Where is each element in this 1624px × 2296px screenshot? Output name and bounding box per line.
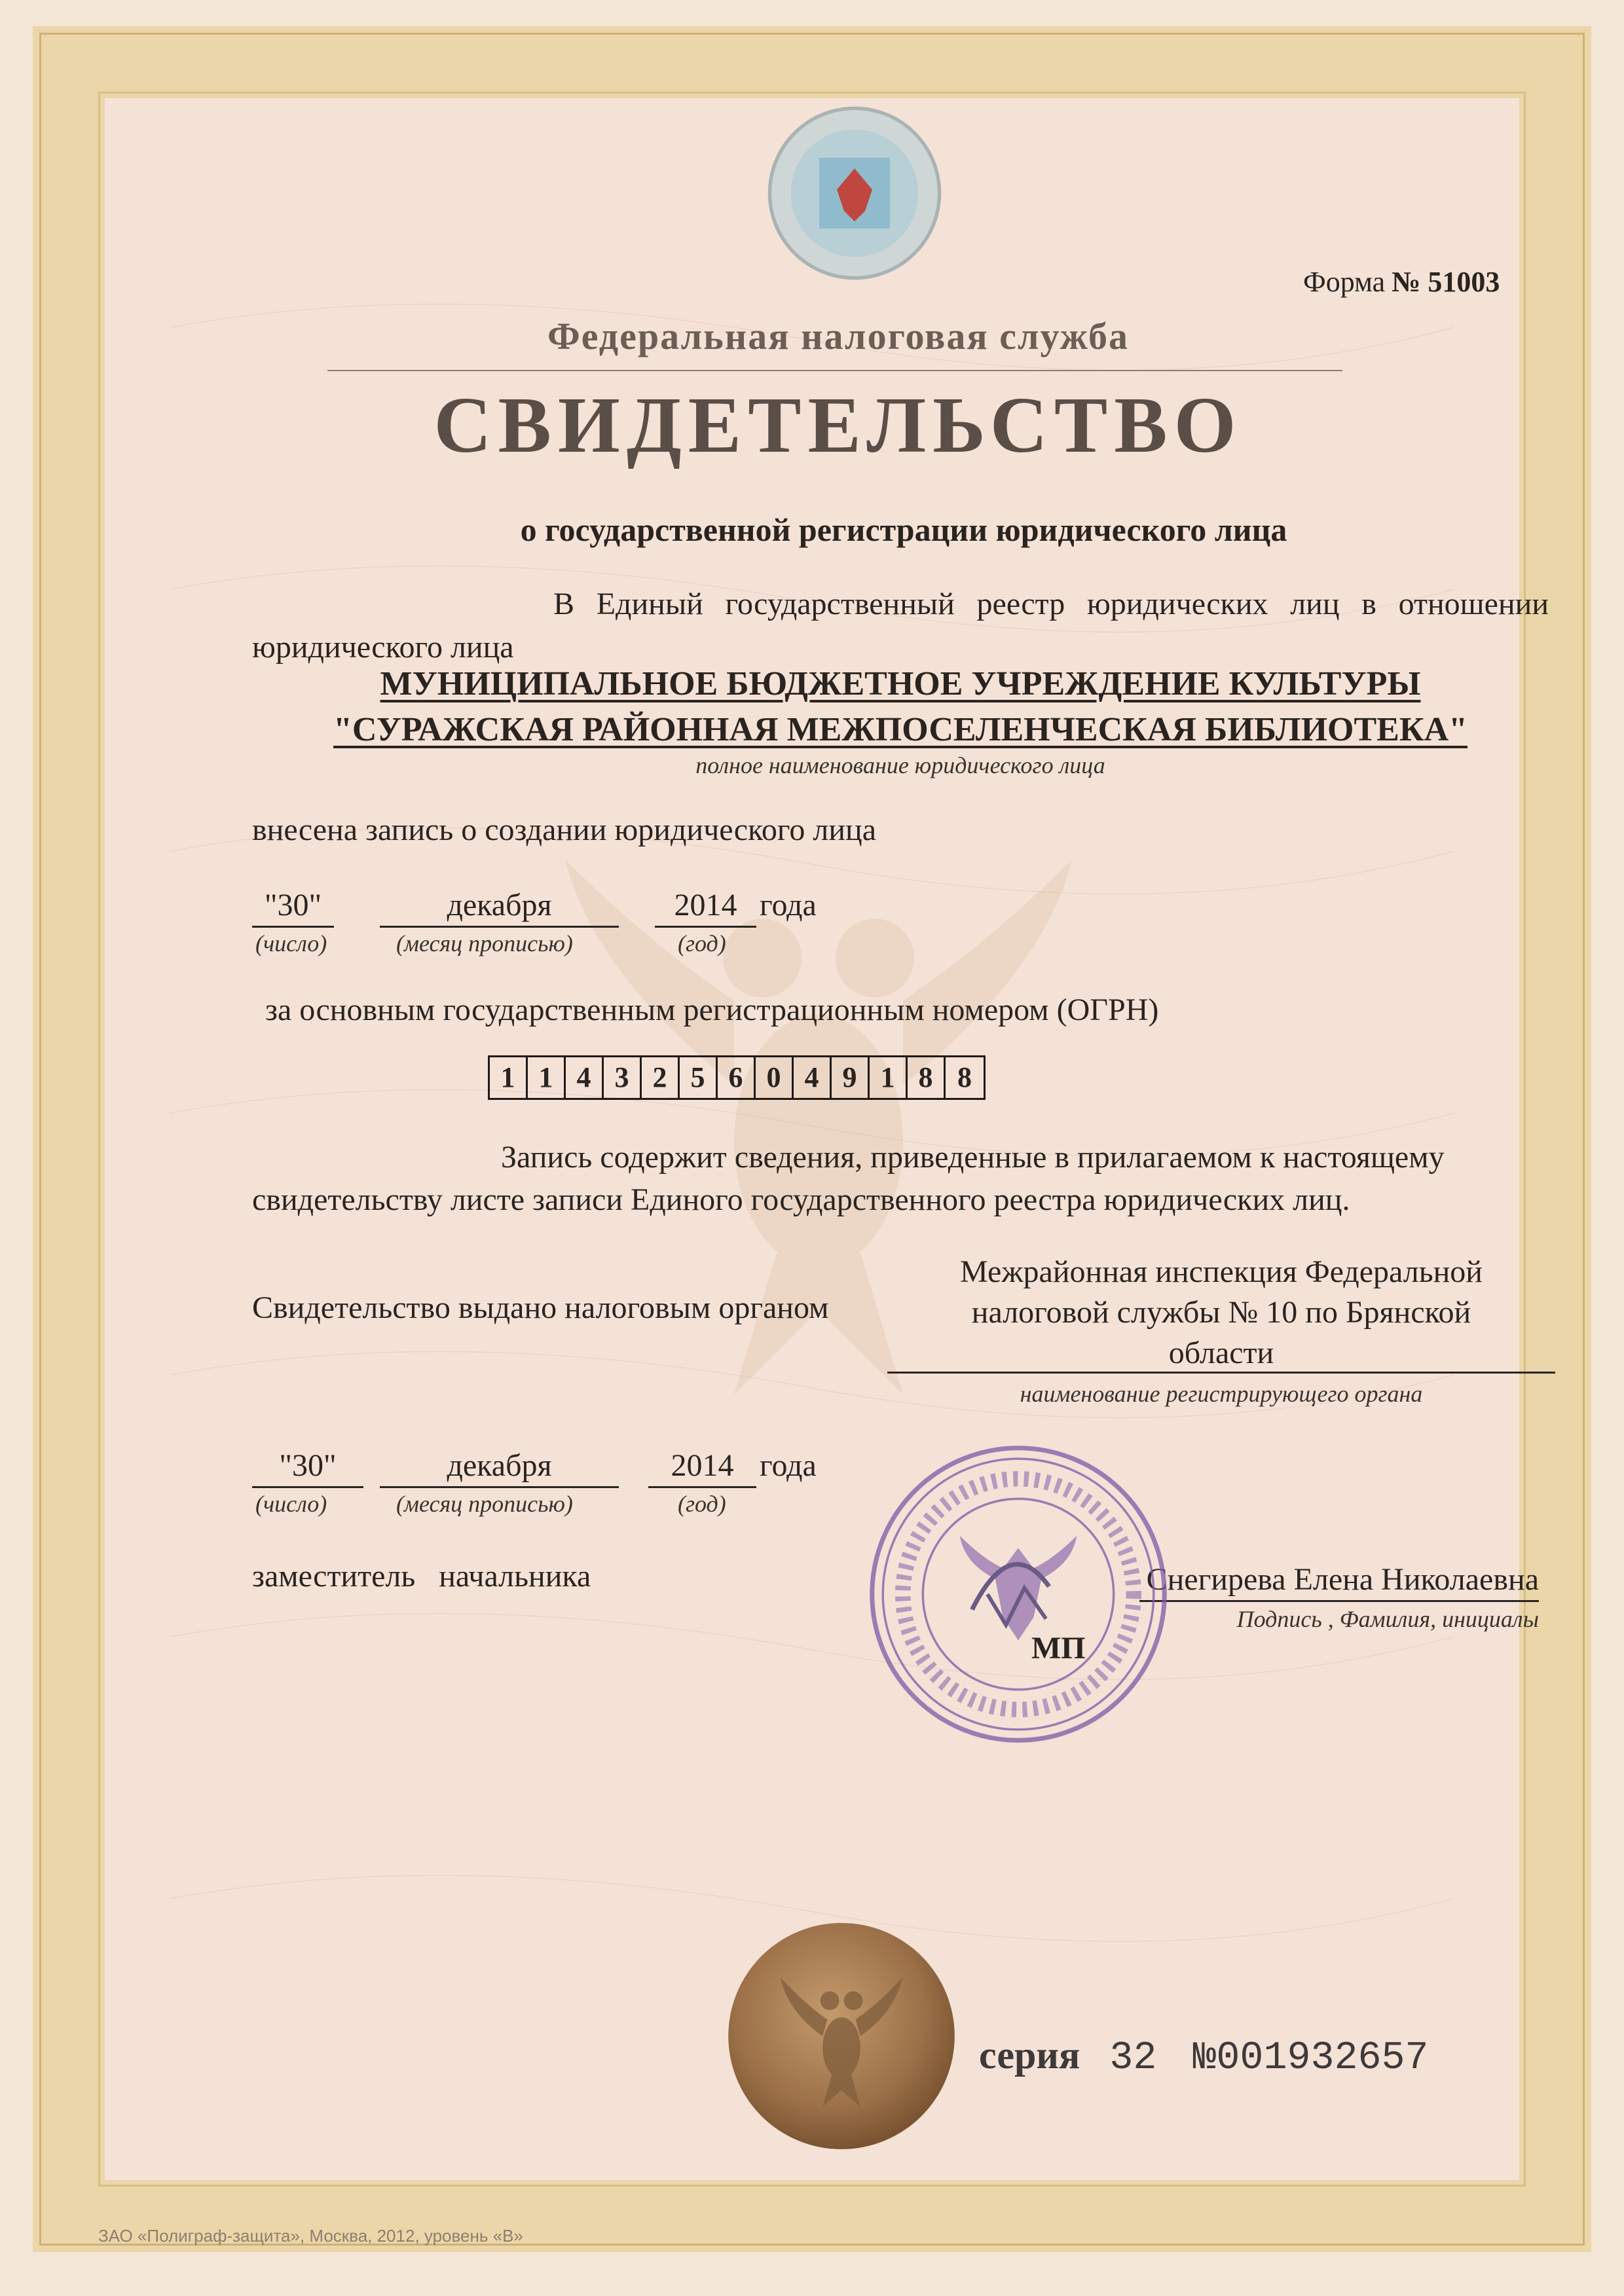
issuing-authority-line2: налоговой службы № 10 по Брянской <box>971 1295 1471 1330</box>
entry-date-day-caption: (число) <box>255 930 327 957</box>
entry-date-year-caption: (год) <box>678 930 726 957</box>
printer-note: ЗАО «Полиграф-защита», Москва, 2012, уровень «В» <box>98 2226 523 2246</box>
bronze-seal <box>724 1918 959 2154</box>
ogrn-number <box>488 1055 986 1100</box>
issuing-authority <box>894 1252 1549 1374</box>
ogrn-digit: 1 <box>870 1057 908 1098</box>
ogrn-digit: 4 <box>566 1057 604 1098</box>
hologram-emblem <box>766 105 943 282</box>
official-stamp <box>864 1440 1172 1748</box>
issuing-authority-caption: наименование регистрирующего органа <box>1020 1381 1423 1407</box>
entry-date-suffix: года <box>760 888 817 922</box>
form-number <box>1303 265 1500 299</box>
certificate-serial-number: №001932657 <box>1192 2036 1429 2081</box>
ogrn-digit: 0 <box>756 1057 794 1098</box>
organization-name-line2: "СУРАЖСКАЯ РАЙОННАЯ МЕЖПОСЕЛЕНЧЕСКАЯ БИБЛИОТЕКА" <box>333 711 1467 748</box>
ogrn-digit: 9 <box>832 1057 870 1098</box>
issuing-authority-line1: Межрайонная инспекция Федеральной <box>960 1254 1483 1289</box>
organization-name-line1: МУНИЦИПАЛЬНОЕ БЮДЖЕТНОЕ УЧРЕЖДЕНИЕ КУЛЬТУРЫ <box>380 665 1421 702</box>
issue-date-month: декабря <box>380 1446 619 1488</box>
ogrn-digit: 4 <box>794 1057 832 1098</box>
issue-date-year: 2014 <box>648 1446 756 1488</box>
record-text-line2: свидетельству листе записи Единого государственного реестра юридических лиц. <box>252 1182 1350 1217</box>
intro-text: В Единый государственный реестр юридических лиц в отношении юридического лица <box>252 587 1549 665</box>
stamp-place-mp: МП <box>1031 1631 1086 1666</box>
issue-date-suffix: года <box>760 1448 817 1483</box>
certificate-title: СВИДЕТЕЛЬСТВО <box>434 381 1243 469</box>
signatory-position: заместитель начальника <box>252 1559 591 1594</box>
issuing-authority-rule <box>887 1372 1555 1374</box>
ogrn-digit: 8 <box>908 1057 946 1098</box>
series-number <box>979 2033 1428 2081</box>
ogrn-digit: 6 <box>718 1057 756 1098</box>
entry-date-month-caption: (месяц прописью) <box>396 930 573 957</box>
signatory-name: Снегирева Елена Николаевна <box>1139 1561 1539 1602</box>
ogrn-digit: 8 <box>957 1061 972 1093</box>
entry-date-day: "30" <box>252 885 334 928</box>
issue-date-month-caption: (месяц прописью) <box>396 1491 573 1517</box>
record-text-line1: Запись содержит сведения, приведенные в прилагаемом к настоящему <box>501 1140 1445 1175</box>
signatory-caption: Подпись , Фамилия, инициалы <box>1236 1606 1539 1632</box>
issuing-authority-line3: области <box>1168 1336 1274 1370</box>
issue-date-day-caption: (число) <box>255 1491 327 1517</box>
ogrn-digit: 5 <box>680 1057 718 1098</box>
form-label: Форма <box>1303 266 1386 298</box>
series-label: серия <box>979 2033 1080 2077</box>
organization-name-caption: полное наименование юридического лица <box>695 752 1105 778</box>
entry-text: внесена запись о создании юридического лица <box>252 812 877 847</box>
series-code: 32 <box>1109 2036 1157 2081</box>
entry-date-month: декабря <box>380 885 619 928</box>
ogrn-digit: 1 <box>528 1057 566 1098</box>
issued-label: Свидетельство выдано налоговым органом <box>252 1290 829 1325</box>
certificate-subtitle: о государственной регистрации юридического лица <box>520 511 1287 548</box>
ogrn-digit: 2 <box>642 1057 680 1098</box>
agency-rule <box>327 370 1342 371</box>
ogrn-digit: 1 <box>490 1057 528 1098</box>
ogrn-text: за основным государственным регистрационным номером (ОГРН) <box>265 993 1159 1027</box>
entry-date-year: 2014 <box>655 885 756 928</box>
form-number-value: № 51003 <box>1392 266 1500 298</box>
ogrn-digit: 3 <box>604 1057 642 1098</box>
organization-name <box>262 661 1539 753</box>
issue-date-year-caption: (год) <box>678 1491 726 1517</box>
issue-date-day: "30" <box>252 1446 363 1488</box>
agency-name: Федеральная налоговая служба <box>547 315 1130 357</box>
